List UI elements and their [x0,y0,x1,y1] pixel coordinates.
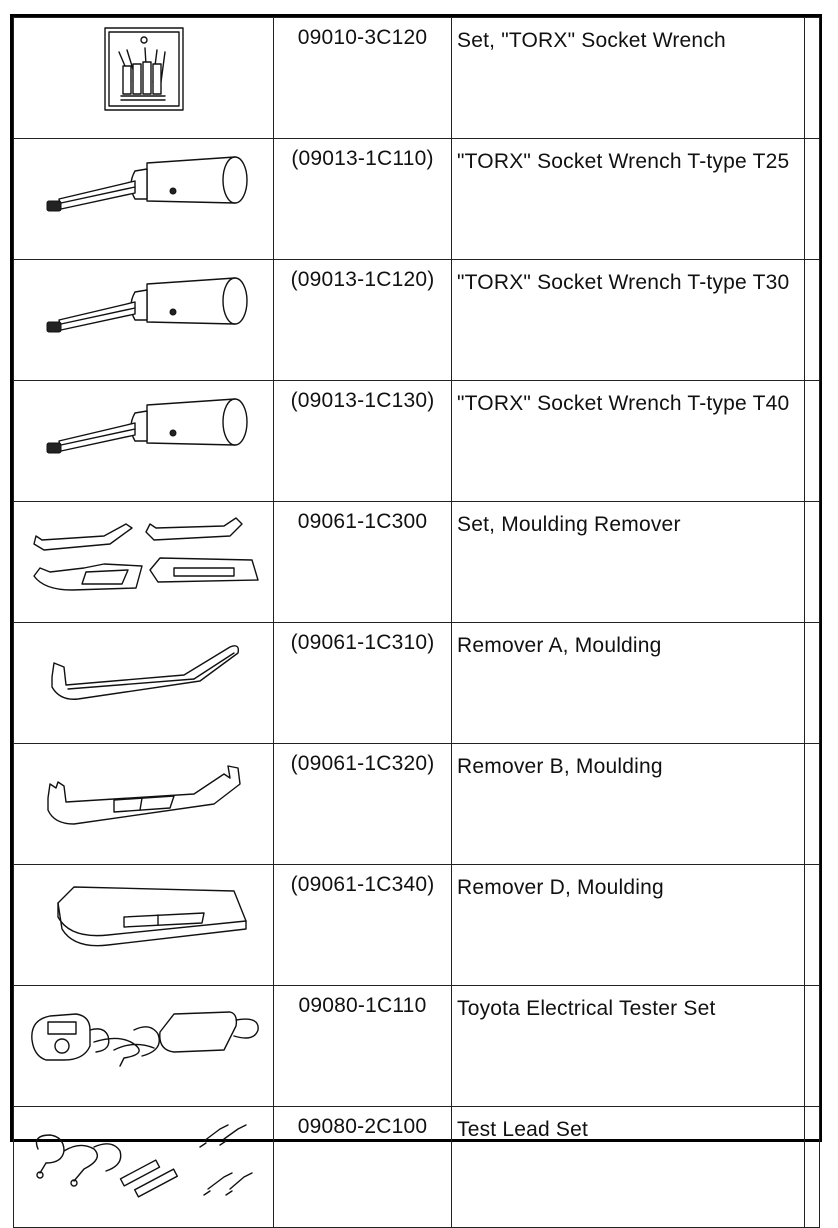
tool-illustration-cell [14,260,274,381]
note-cell [805,502,820,623]
part-number: (09013-1C110) [274,139,452,260]
tool-illustration-cell [14,381,274,502]
table-row [14,623,820,744]
part-number: 09080-1C110 [274,986,452,1107]
tool-illustration-cell [14,1107,274,1228]
note-cell [805,18,820,139]
note-cell [805,744,820,865]
torx-socket-wrench-icon [39,385,249,465]
moulding-remover-a-icon [34,627,254,717]
part-number: (09013-1C130) [274,381,452,502]
part-number: (09061-1C310) [274,623,452,744]
tool-description: Set, "TORX" Socket Wrench [452,18,805,139]
tool-illustration-cell [14,865,274,986]
table-row [14,139,820,260]
part-number: 09061-1C300 [274,502,452,623]
note-cell [805,139,820,260]
moulding-remover-b-icon [34,748,254,838]
note-cell [805,1107,820,1228]
electrical-tester-set-icon [24,990,264,1070]
special-tools-table [13,17,820,1228]
tool-description: "TORX" Socket Wrench T-type T30 [452,260,805,381]
moulding-remover-set-icon [24,506,264,602]
table-row [14,381,820,502]
tool-description: "TORX" Socket Wrench T-type T25 [452,139,805,260]
tool-description: Remover D, Moulding [452,865,805,986]
tool-description: Test Lead Set [452,1107,805,1228]
part-number: 09010-3C120 [274,18,452,139]
torx-socket-wrench-icon [39,143,249,223]
part-number: 09080-2C100 [274,1107,452,1228]
table-row [14,744,820,865]
table-row [14,502,820,623]
table-row [14,18,820,139]
tool-description: Set, Moulding Remover [452,502,805,623]
tool-description: Remover A, Moulding [452,623,805,744]
tool-illustration-cell [14,18,274,139]
tool-illustration-cell [14,502,274,623]
part-number: (09061-1C340) [274,865,452,986]
table-row [14,1107,820,1228]
table-row [14,260,820,381]
note-cell [805,260,820,381]
test-lead-set-icon [24,1111,264,1207]
table-row [14,865,820,986]
tool-illustration-cell [14,986,274,1107]
tool-illustration-cell [14,623,274,744]
moulding-remover-d-icon [34,869,254,959]
tool-description: Toyota Electrical Tester Set [452,986,805,1107]
tool-illustration-cell [14,744,274,865]
table-row [14,986,820,1107]
part-number: (09013-1C120) [274,260,452,381]
part-number: (09061-1C320) [274,744,452,865]
tool-illustration-cell [14,139,274,260]
note-cell [805,381,820,502]
special-tools-table-frame [10,14,822,1142]
torx-socket-set-bag-icon [99,22,189,114]
note-cell [805,623,820,744]
torx-socket-wrench-icon [39,264,249,344]
tool-description: Remover B, Moulding [452,744,805,865]
tool-description: "TORX" Socket Wrench T-type T40 [452,381,805,502]
note-cell [805,865,820,986]
note-cell [805,986,820,1107]
